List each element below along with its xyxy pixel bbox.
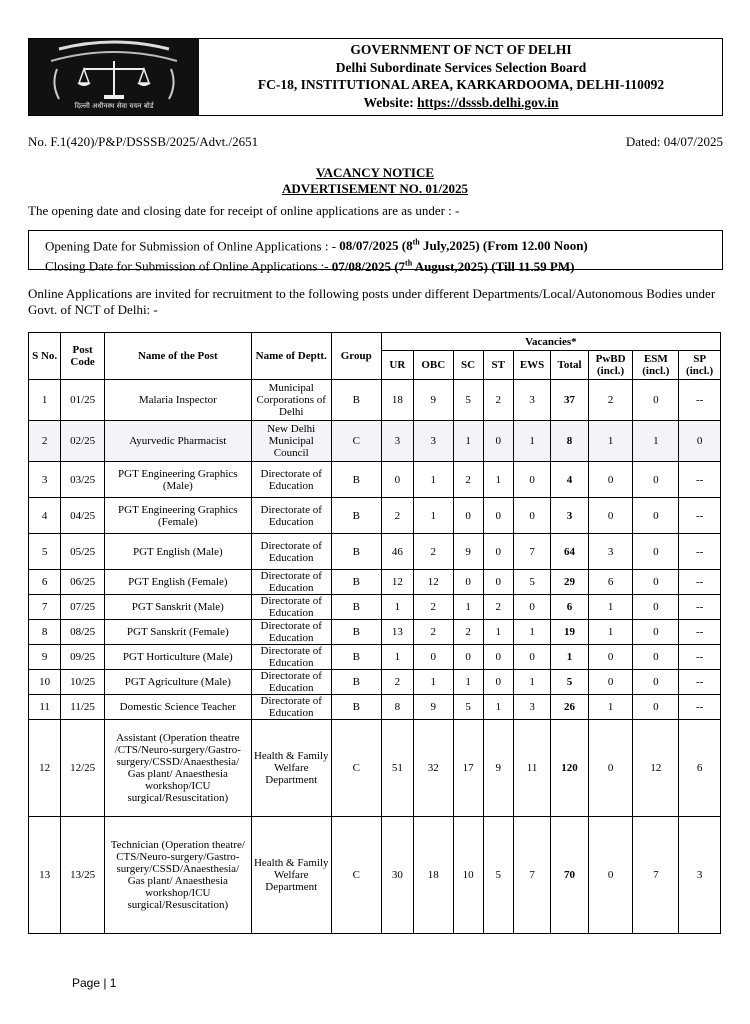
cell-pwbd: 1	[588, 695, 633, 720]
cell-post: Technician (Operation theatre/ CTS/Neuro-surgery/Gastro-surgery/CSSD/Anaesthesia/ Gas plant/ Anaesthesia workshop/ICU surgical/Resuscitation)	[104, 817, 251, 934]
cell-ur: 8	[381, 695, 413, 720]
cell-ews: 1	[513, 421, 550, 462]
header-sno: S No.	[29, 333, 61, 380]
cell-esm: 0	[633, 570, 679, 595]
cell-sp: 0	[679, 421, 721, 462]
cell-esm: 0	[633, 462, 679, 498]
cell-group: C	[331, 421, 381, 462]
invitation-text: Online Applications are invited for recruitment to the following posts under different Departments/Local/Autonomous Bodies under Govt. of NCT of Delhi: -	[28, 286, 716, 317]
cell-st: 0	[483, 570, 513, 595]
cell-code: 03/25	[61, 462, 105, 498]
header-ur: UR	[381, 351, 413, 380]
cell-pwbd: 0	[588, 720, 633, 817]
cell-dept: Health & Family Welfare Department	[251, 817, 331, 934]
cell-st: 2	[483, 380, 513, 421]
cell-code: 04/25	[61, 498, 105, 534]
dsssb-logo	[29, 39, 199, 115]
cell-obc: 2	[413, 595, 453, 620]
cell-st: 1	[483, 462, 513, 498]
header-post-code: Post Code	[61, 333, 105, 380]
cell-ur: 46	[381, 534, 413, 570]
cell-post: PGT Agriculture (Male)	[104, 670, 251, 695]
cell-post: PGT Engineering Graphics (Female)	[104, 498, 251, 534]
cell-sno: 5	[29, 534, 61, 570]
cell-obc: 0	[413, 645, 453, 670]
cell-sno: 1	[29, 380, 61, 421]
cell-obc: 32	[413, 720, 453, 817]
cell-pwbd: 0	[588, 645, 633, 670]
cell-ur: 13	[381, 620, 413, 645]
cell-code: 08/25	[61, 620, 105, 645]
cell-code: 12/25	[61, 720, 105, 817]
cell-group: B	[331, 620, 381, 645]
cell-sc: 10	[453, 817, 483, 934]
cell-esm: 0	[633, 645, 679, 670]
notice-date: Dated: 04/07/2025	[625, 134, 723, 149]
table-row	[29, 421, 721, 462]
cell-code: 09/25	[61, 645, 105, 670]
header-post-name: Name of the Post	[104, 333, 251, 380]
cell-pwbd: 2	[588, 380, 633, 421]
cell-esm: 1	[633, 421, 679, 462]
cell-obc: 9	[413, 380, 453, 421]
cell-code: 01/25	[61, 380, 105, 421]
cell-obc: 1	[413, 462, 453, 498]
cell-group: B	[331, 498, 381, 534]
cell-group: B	[331, 670, 381, 695]
cell-dept: Directorate of Education	[251, 534, 331, 570]
cell-esm: 7	[633, 817, 679, 934]
cell-sp: --	[679, 620, 721, 645]
cell-ews: 1	[513, 670, 550, 695]
cell-st: 5	[483, 817, 513, 934]
cell-obc: 12	[413, 570, 453, 595]
cell-obc: 2	[413, 620, 453, 645]
cell-dept: Directorate of Education	[251, 695, 331, 720]
cell-st: 1	[483, 695, 513, 720]
table-row	[29, 695, 721, 720]
cell-ur: 12	[381, 570, 413, 595]
table-row	[29, 462, 721, 498]
cell-post: Ayurvedic Pharmacist	[104, 421, 251, 462]
cell-sc: 2	[453, 462, 483, 498]
cell-sc: 5	[453, 380, 483, 421]
cell-ews: 3	[513, 380, 550, 421]
cell-group: B	[331, 380, 381, 421]
cell-dept: Directorate of Education	[251, 645, 331, 670]
cell-sc: 0	[453, 498, 483, 534]
cell-st: 0	[483, 534, 513, 570]
cell-total: 4	[551, 462, 588, 498]
cell-ews: 7	[513, 817, 550, 934]
letterhead	[28, 38, 723, 116]
cell-obc: 1	[413, 670, 453, 695]
cell-sc: 2	[453, 620, 483, 645]
cell-pwbd: 0	[588, 498, 633, 534]
cell-group: C	[331, 817, 381, 934]
cell-ur: 1	[381, 645, 413, 670]
header-ews: EWS	[513, 351, 550, 380]
cell-post: PGT Horticulture (Male)	[104, 645, 251, 670]
cell-group: B	[331, 645, 381, 670]
table-row	[29, 670, 721, 695]
header-total: Total	[551, 351, 588, 380]
cell-dept: Directorate of Education	[251, 620, 331, 645]
cell-sp: 3	[679, 817, 721, 934]
cell-post: PGT English (Male)	[104, 534, 251, 570]
opening-date: 08/07/2025 (8	[339, 238, 413, 254]
cell-ews: 7	[513, 534, 550, 570]
cell-esm: 0	[633, 534, 679, 570]
cell-total: 3	[551, 498, 588, 534]
cell-ews: 0	[513, 498, 550, 534]
cell-sc: 1	[453, 421, 483, 462]
cell-total: 64	[551, 534, 588, 570]
cell-code: 07/25	[61, 595, 105, 620]
cell-st: 9	[483, 720, 513, 817]
cell-total: 1	[551, 645, 588, 670]
cell-ews: 1	[513, 620, 550, 645]
cell-pwbd: 0	[588, 670, 633, 695]
cell-pwbd: 0	[588, 462, 633, 498]
cell-ur: 1	[381, 595, 413, 620]
cell-ews: 5	[513, 570, 550, 595]
board-address: FC-18, INSTITUTIONAL AREA, KARKARDOOMA, DELHI-110092	[257, 77, 665, 92]
cell-sp: --	[679, 645, 721, 670]
cell-sno: 12	[29, 720, 61, 817]
vacancy-table	[28, 332, 721, 934]
table-row	[29, 570, 721, 595]
cell-ur: 51	[381, 720, 413, 817]
page-number: Page | 1	[72, 976, 117, 990]
cell-esm: 0	[633, 380, 679, 421]
cell-post: PGT English (Female)	[104, 570, 251, 595]
cell-esm: 0	[633, 595, 679, 620]
opening-date-line: Opening Date for Submission of Online Applications : - 08/07/2025 (8th July,2025) (From 12.00 Noon)	[45, 238, 588, 254]
cell-total: 8	[551, 421, 588, 462]
header-sp: SP (incl.)	[679, 351, 721, 380]
cell-st: 0	[483, 670, 513, 695]
cell-sno: 13	[29, 817, 61, 934]
cell-ur: 0	[381, 462, 413, 498]
cell-sp: --	[679, 498, 721, 534]
cell-pwbd: 3	[588, 534, 633, 570]
cell-group: B	[331, 462, 381, 498]
cell-dept: Directorate of Education	[251, 498, 331, 534]
cell-dept: New Delhi Municipal Council	[251, 421, 331, 462]
cell-group: C	[331, 720, 381, 817]
cell-ur: 3	[381, 421, 413, 462]
table-row	[29, 595, 721, 620]
header-group: Group	[331, 333, 381, 380]
cell-sp: --	[679, 595, 721, 620]
cell-total: 19	[551, 620, 588, 645]
cell-dept: Municipal Corporations of Delhi	[251, 380, 331, 421]
cell-sc: 1	[453, 595, 483, 620]
cell-total: 26	[551, 695, 588, 720]
application-dates-box	[28, 230, 723, 274]
cell-code: 11/25	[61, 695, 105, 720]
table-row	[29, 645, 721, 670]
cell-obc: 18	[413, 817, 453, 934]
cell-ews: 11	[513, 720, 550, 817]
website-label: Website:	[363, 94, 418, 110]
header-sc: SC	[453, 351, 483, 380]
cell-pwbd: 1	[588, 620, 633, 645]
cell-sp: --	[679, 380, 721, 421]
cell-group: B	[331, 595, 381, 620]
cell-pwbd: 6	[588, 570, 633, 595]
cell-sno: 11	[29, 695, 61, 720]
cell-dept: Directorate of Education	[251, 595, 331, 620]
cell-code: 05/25	[61, 534, 105, 570]
reference-number: No. F.1(420)/P&P/DSSSB/2025/Advt./2651	[28, 134, 259, 149]
cell-sp: --	[679, 695, 721, 720]
cell-sc: 9	[453, 534, 483, 570]
cell-dept: Health & Family Welfare Department	[251, 720, 331, 817]
cell-group: B	[331, 695, 381, 720]
cell-sno: 3	[29, 462, 61, 498]
cell-sp: --	[679, 462, 721, 498]
cell-obc: 3	[413, 421, 453, 462]
table-row	[29, 817, 721, 934]
cell-sno: 10	[29, 670, 61, 695]
cell-code: 13/25	[61, 817, 105, 934]
logo-caption: दिल्ली अधीनस्थ सेवा चयन बोर्ड	[74, 102, 154, 110]
cell-group: B	[331, 570, 381, 595]
header-deptt: Name of Deptt.	[251, 333, 331, 380]
cell-ews: 0	[513, 645, 550, 670]
cell-code: 06/25	[61, 570, 105, 595]
organization-details	[204, 41, 718, 111]
cell-total: 120	[551, 720, 588, 817]
cell-st: 0	[483, 421, 513, 462]
website-line	[204, 94, 718, 112]
govt-name: GOVERNMENT OF NCT OF DELHI	[350, 42, 572, 57]
cell-ur: 30	[381, 817, 413, 934]
cell-sp: 6	[679, 720, 721, 817]
board-name: Delhi Subordinate Services Selection Board	[335, 59, 587, 75]
cell-sp: --	[679, 670, 721, 695]
cell-sno: 4	[29, 498, 61, 534]
cell-dept: Directorate of Education	[251, 462, 331, 498]
cell-esm: 0	[633, 620, 679, 645]
cell-sno: 8	[29, 620, 61, 645]
closing-date: 07/08/2025 (7	[331, 258, 406, 274]
notice-title: VACANCY NOTICE	[315, 165, 435, 180]
table-row	[29, 534, 721, 570]
cell-post: Domestic Science Teacher	[104, 695, 251, 720]
cell-dept: Directorate of Education	[251, 670, 331, 695]
cell-total: 70	[551, 817, 588, 934]
cell-ews: 3	[513, 695, 550, 720]
cell-st: 0	[483, 498, 513, 534]
cell-ur: 18	[381, 380, 413, 421]
cell-st: 1	[483, 620, 513, 645]
cell-sp: --	[679, 570, 721, 595]
cell-post: Assistant (Operation theatre /CTS/Neuro-surgery/Gastro-surgery/CSSD/Anaesthesia/ Gas plant/ Anaesthesia workshop/ICU surgical/Resuscitation)	[104, 720, 251, 817]
cell-obc: 9	[413, 695, 453, 720]
cell-sp: --	[679, 534, 721, 570]
cell-st: 0	[483, 645, 513, 670]
table-row	[29, 380, 721, 421]
cell-st: 2	[483, 595, 513, 620]
header-esm: ESM (incl.)	[633, 351, 679, 380]
cell-total: 6	[551, 595, 588, 620]
cell-total: 37	[551, 380, 588, 421]
cell-esm: 0	[633, 670, 679, 695]
website-link[interactable]: https://dsssb.delhi.gov.in	[417, 94, 559, 110]
advertisement-number: ADVERTISEMENT NO. 01/2025	[281, 181, 469, 196]
cell-pwbd: 0	[588, 817, 633, 934]
cell-obc: 1	[413, 498, 453, 534]
intro-text: The opening date and closing date for receipt of online applications are as under : -	[28, 203, 460, 218]
cell-post: PGT Sanskrit (Male)	[104, 595, 251, 620]
cell-ur: 2	[381, 498, 413, 534]
cell-sc: 1	[453, 670, 483, 695]
cell-post: PGT Sanskrit (Female)	[104, 620, 251, 645]
cell-sc: 5	[453, 695, 483, 720]
header-st: ST	[483, 351, 513, 380]
cell-pwbd: 1	[588, 595, 633, 620]
header-obc: OBC	[413, 351, 453, 380]
cell-ur: 2	[381, 670, 413, 695]
cell-code: 02/25	[61, 421, 105, 462]
cell-ews: 0	[513, 595, 550, 620]
cell-group: B	[331, 534, 381, 570]
header-pwbd: PwBD (incl.)	[588, 351, 633, 380]
cell-post: PGT Engineering Graphics (Male)	[104, 462, 251, 498]
closing-date-line: Closing Date for Submission of Online Applications :- 07/08/2025 (7th August,2025) (Till 11.59 PM)	[45, 258, 575, 274]
table-row	[29, 620, 721, 645]
cell-sc: 17	[453, 720, 483, 817]
cell-total: 29	[551, 570, 588, 595]
cell-sno: 6	[29, 570, 61, 595]
cell-esm: 0	[633, 695, 679, 720]
cell-pwbd: 1	[588, 421, 633, 462]
cell-code: 10/25	[61, 670, 105, 695]
table-row	[29, 498, 721, 534]
cell-sno: 9	[29, 645, 61, 670]
header-vacancies: Vacancies*	[381, 333, 720, 351]
cell-dept: Directorate of Education	[251, 570, 331, 595]
cell-obc: 2	[413, 534, 453, 570]
cell-sno: 2	[29, 421, 61, 462]
table-row	[29, 720, 721, 817]
cell-post: Malaria Inspector	[104, 380, 251, 421]
cell-sc: 0	[453, 645, 483, 670]
cell-esm: 0	[633, 498, 679, 534]
cell-esm: 12	[633, 720, 679, 817]
cell-total: 5	[551, 670, 588, 695]
cell-sc: 0	[453, 570, 483, 595]
cell-sno: 7	[29, 595, 61, 620]
cell-ews: 0	[513, 462, 550, 498]
